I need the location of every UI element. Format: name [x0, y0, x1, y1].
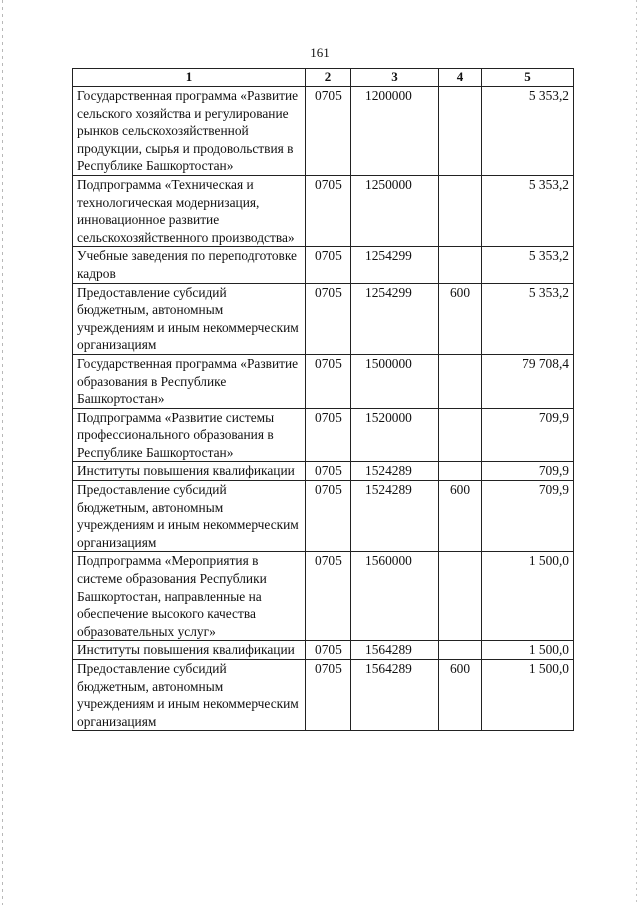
- row-name-cell: Подпрограмма «Развитие системы профессионального образования в Республике Башкортостан»: [73, 408, 306, 462]
- row-section-cell: 0705: [306, 552, 351, 641]
- row-target-cell: 1500000: [351, 354, 439, 408]
- row-section-cell: 0705: [306, 481, 351, 552]
- row-target-cell: 1524289: [351, 462, 439, 481]
- row-amount-cell: 709,9: [482, 408, 574, 462]
- scan-edge-left: [2, 0, 3, 905]
- scan-edge-right: [636, 0, 637, 905]
- row-amount-cell: 5 353,2: [482, 247, 574, 283]
- row-amount-cell: 709,9: [482, 462, 574, 481]
- row-kind-cell: [439, 87, 482, 176]
- table-row: [73, 408, 574, 462]
- row-section-cell: 0705: [306, 283, 351, 354]
- row-kind-cell: [439, 462, 482, 481]
- row-amount-cell: 5 353,2: [482, 283, 574, 354]
- header-col-5: 5: [482, 69, 574, 87]
- table-row: [73, 481, 574, 552]
- header-col-2: 2: [306, 69, 351, 87]
- row-amount-cell: 1 500,0: [482, 552, 574, 641]
- row-target-cell: 1254299: [351, 283, 439, 354]
- row-section-cell: 0705: [306, 247, 351, 283]
- header-col-4: 4: [439, 69, 482, 87]
- row-name-cell: Подпрограмма «Мероприятия в системе образования Республики Башкортостан, направленные на обеспечение высокого качества образовательных услуг»: [73, 552, 306, 641]
- row-kind-cell: 600: [439, 481, 482, 552]
- header-col-1: 1: [73, 69, 306, 87]
- row-section-cell: 0705: [306, 354, 351, 408]
- row-target-cell: 1254299: [351, 247, 439, 283]
- row-name-cell: Институты повышения квалификации: [73, 462, 306, 481]
- row-kind-cell: [439, 354, 482, 408]
- row-name-cell: Учебные заведения по переподготовке кадров: [73, 247, 306, 283]
- row-section-cell: 0705: [306, 660, 351, 731]
- table-row: [73, 552, 574, 641]
- table-row: [73, 87, 574, 176]
- row-kind-cell: 600: [439, 660, 482, 731]
- row-kind-cell: [439, 175, 482, 246]
- row-amount-cell: 709,9: [482, 481, 574, 552]
- table-row: [73, 660, 574, 731]
- row-name-cell: Государственная программа «Развитие сельского хозяйства и регулирование рынков сельскохозяйственной продукции, сырья и продовольствия в Республике Башкортостан»: [73, 87, 306, 176]
- header-col-3: 3: [351, 69, 439, 87]
- row-section-cell: 0705: [306, 408, 351, 462]
- row-amount-cell: 1 500,0: [482, 660, 574, 731]
- row-section-cell: 0705: [306, 175, 351, 246]
- table-body: [73, 87, 574, 731]
- table-row: [73, 462, 574, 481]
- row-name-cell: Институты повышения квалификации: [73, 641, 306, 660]
- row-target-cell: 1560000: [351, 552, 439, 641]
- row-name-cell: Предоставление субсидий бюджетным, автономным учреждениям и иным некоммерческим организациям: [73, 283, 306, 354]
- row-name-cell: Государственная программа «Развитие образования в Республике Башкортостан»: [73, 354, 306, 408]
- row-target-cell: 1250000: [351, 175, 439, 246]
- row-name-cell: Предоставление субсидий бюджетным, автономным учреждениям и иным некоммерческим организациям: [73, 481, 306, 552]
- row-section-cell: 0705: [306, 641, 351, 660]
- row-kind-cell: [439, 408, 482, 462]
- row-section-cell: 0705: [306, 87, 351, 176]
- row-target-cell: 1524289: [351, 481, 439, 552]
- page-number: 161: [310, 45, 330, 60]
- table-row: [73, 247, 574, 283]
- table-row: [73, 283, 574, 354]
- budget-table: [72, 68, 574, 731]
- row-kind-cell: 600: [439, 283, 482, 354]
- row-amount-cell: 5 353,2: [482, 175, 574, 246]
- row-kind-cell: [439, 552, 482, 641]
- table-header: [73, 69, 574, 87]
- row-target-cell: 1564289: [351, 641, 439, 660]
- table-row: [73, 175, 574, 246]
- table-row: [73, 354, 574, 408]
- row-name-cell: Подпрограмма «Техническая и технологическая модернизация, инновационное развитие сельскохозяйственного производства»: [73, 175, 306, 246]
- row-amount-cell: 79 708,4: [482, 354, 574, 408]
- row-kind-cell: [439, 247, 482, 283]
- row-section-cell: 0705: [306, 462, 351, 481]
- row-target-cell: 1564289: [351, 660, 439, 731]
- table-row: [73, 641, 574, 660]
- row-amount-cell: 1 500,0: [482, 641, 574, 660]
- row-target-cell: 1200000: [351, 87, 439, 176]
- header-row: [73, 69, 574, 87]
- row-kind-cell: [439, 641, 482, 660]
- row-name-cell: Предоставление субсидий бюджетным, автономным учреждениям и иным некоммерческим организациям: [73, 660, 306, 731]
- row-amount-cell: 5 353,2: [482, 87, 574, 176]
- row-target-cell: 1520000: [351, 408, 439, 462]
